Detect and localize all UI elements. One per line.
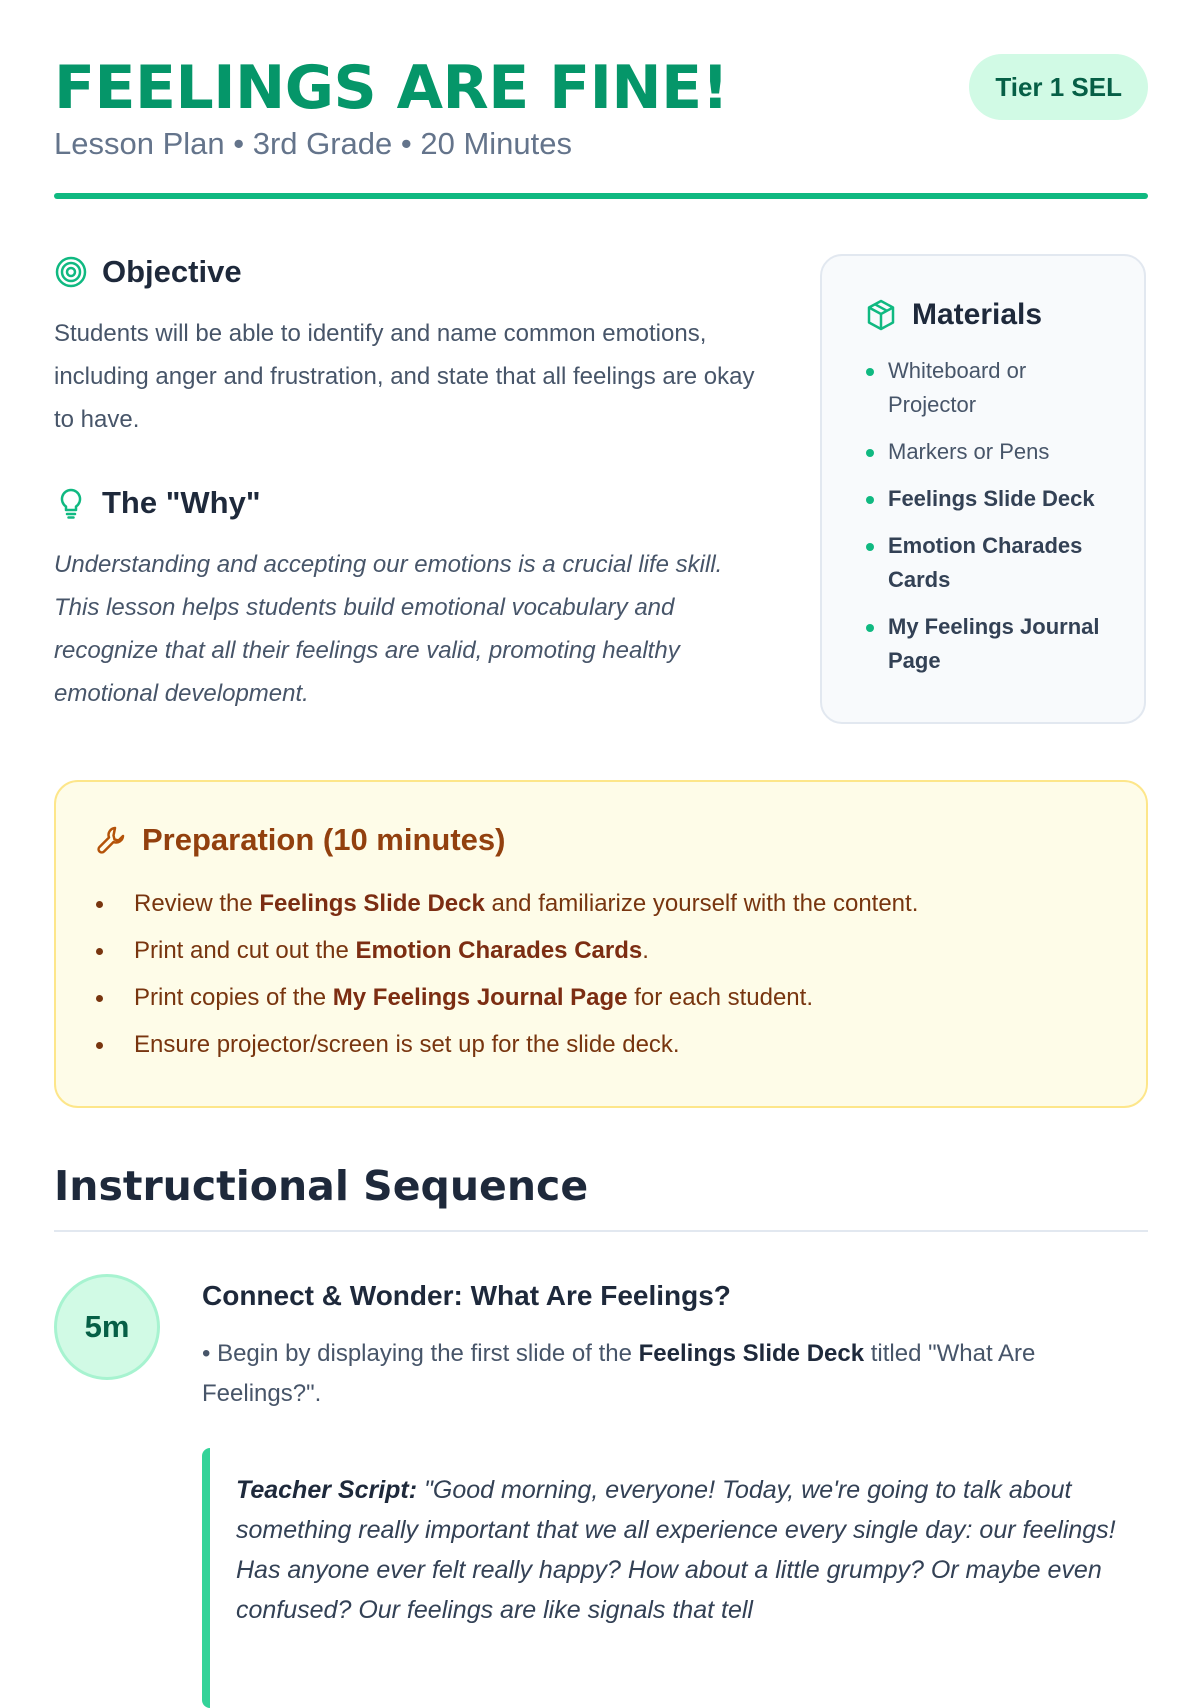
header-divider	[54, 193, 1148, 199]
teacher-script-text: "Good morning, everyone! Today, we're going to talk about something really important that we all experience every single day: our feelings! Has anyone ever felt really happy? How about a little grumpy? Or maybe even confused? Our feelings are like signals that tell	[236, 1476, 1116, 1624]
list-item: Whiteboard or Projector	[864, 354, 1104, 422]
why-heading	[54, 485, 774, 521]
list-item: Feelings Slide Deck	[864, 482, 1104, 516]
teacher-script	[202, 1448, 1148, 1708]
step-title: Connect & Wonder: What Are Feelings?	[202, 1280, 731, 1311]
lightbulb-icon	[54, 486, 88, 520]
materials-heading	[864, 298, 1104, 332]
step-text: • Begin by displaying the first slide of the Feelings Slide Deck titled "What Are Feelings?".	[202, 1340, 1036, 1407]
materials-heading-text: Materials	[912, 298, 1043, 331]
list-item: Markers or Pens	[864, 435, 1104, 469]
materials-card	[820, 254, 1146, 724]
list-item: Print and cut out the Emotion Charades Cards.	[94, 927, 1108, 974]
list-item: Review the Feelings Slide Deck and familiarize yourself with the content.	[94, 880, 1108, 927]
sequence-heading: Instructional Sequence	[54, 1162, 589, 1210]
step-content	[202, 1278, 1148, 1708]
step-duration-badge: 5m	[54, 1274, 160, 1380]
teacher-script-label: Teacher Script:	[236, 1476, 418, 1504]
target-icon	[54, 255, 88, 289]
sequence-divider	[54, 1230, 1148, 1232]
wrench-icon	[94, 823, 128, 857]
preparation-box	[54, 780, 1148, 1108]
header	[54, 52, 1148, 164]
preparation-heading-text: Preparation (10 minutes)	[142, 822, 506, 857]
left-column	[54, 254, 774, 715]
list-item: My Feelings Journal Page	[864, 610, 1104, 678]
why-heading-text: The "Why"	[102, 485, 261, 520]
materials-list	[864, 354, 1104, 678]
package-icon	[864, 298, 898, 332]
list-item: Print copies of the My Feelings Journal Page for each student.	[94, 974, 1108, 1021]
list-item: Ensure projector/screen is set up for the slide deck.	[94, 1021, 1108, 1068]
objective-heading-text: Objective	[102, 254, 242, 289]
page-subtitle: Lesson Plan • 3rd Grade • 20 Minutes	[54, 126, 572, 161]
list-item: Emotion Charades Cards	[864, 529, 1104, 597]
preparation-heading	[94, 822, 1108, 858]
page-title: FEELINGS ARE FINE!	[54, 53, 729, 123]
tier-badge: Tier 1 SEL	[969, 54, 1148, 120]
objective-heading	[54, 254, 774, 290]
why-text: Understanding and accepting our emotions is a crucial life skill. This lesson helps students build emotional vocabulary and recognize that all their feelings are valid, promoting healthy emotional development.	[54, 551, 723, 707]
objective-text: Students will be able to identify and name common emotions, including anger and frustration, and state that all feelings are okay to have.	[54, 320, 755, 433]
preparation-list	[94, 880, 1108, 1068]
